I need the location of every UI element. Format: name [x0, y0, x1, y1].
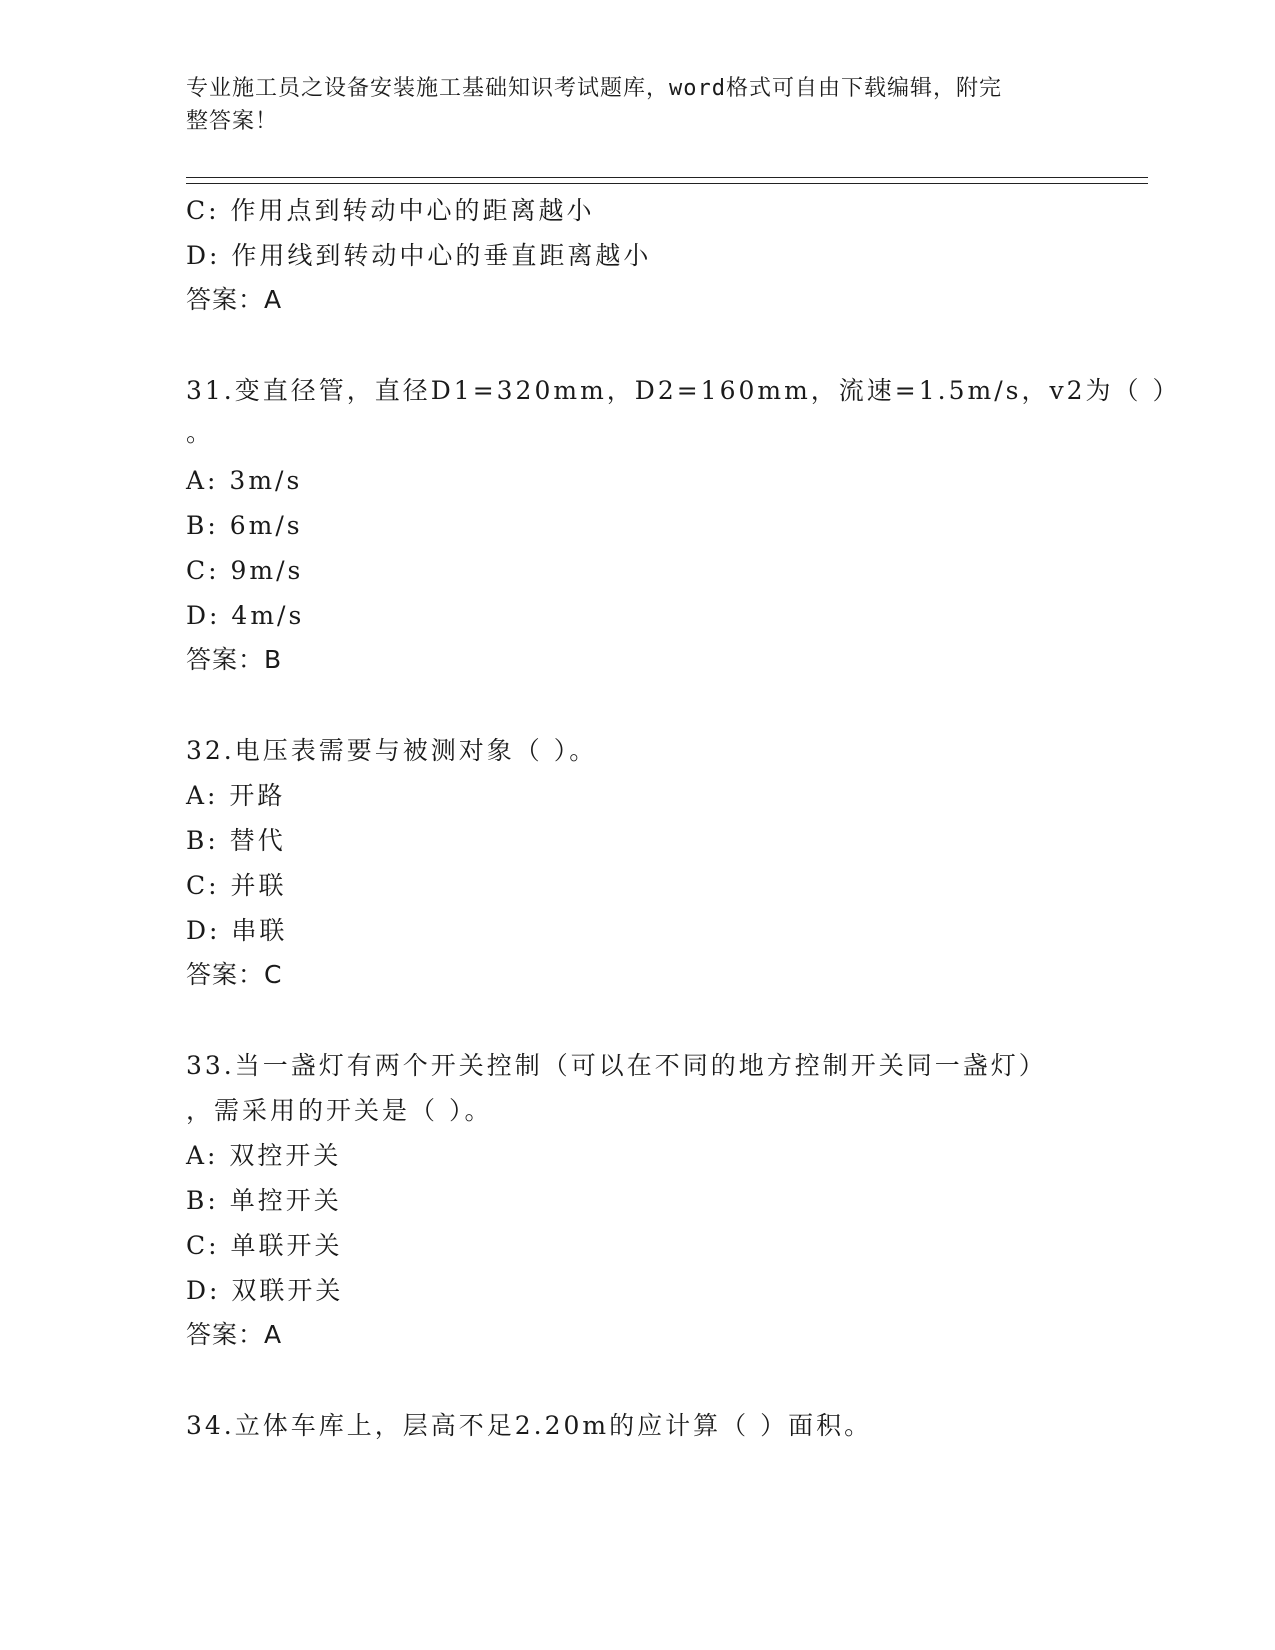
q33-answer: 答案：A — [186, 1320, 283, 1349]
q32-option-c: C: 并联 — [186, 871, 287, 900]
q31-answer: 答案：B — [186, 645, 283, 674]
document-header — [186, 72, 1066, 138]
q31-option-d: D: 4m/s — [186, 601, 305, 630]
q32-option-b: B: 替代 — [186, 826, 286, 855]
header-rule-top — [186, 177, 1148, 178]
q31-stem-line-2: 。 — [186, 418, 215, 447]
q33-option-a: A: 双控开关 — [186, 1141, 342, 1170]
q30-answer: 答案：A — [186, 285, 283, 314]
q32-option-d: D: 串联 — [186, 916, 288, 945]
header-rule-bottom — [186, 183, 1148, 184]
q33-option-b: B: 单控开关 — [186, 1186, 342, 1215]
q32-answer: 答案：C — [186, 960, 283, 989]
q33-option-d: D: 双联开关 — [186, 1276, 344, 1305]
q30-option-c: C: 作用点到转动中心的距离越小 — [186, 196, 595, 225]
q31-option-a: A: 3m/s — [186, 466, 303, 495]
q31-stem-line-1: 31.变直径管，直径D1=320mm，D2=160mm，流速=1.5m/s，v2为（ ） — [186, 376, 1181, 405]
q31-option-b: B: 6m/s — [186, 511, 303, 540]
q32-option-a: A: 开路 — [186, 781, 286, 810]
q33-option-c: C: 单联开关 — [186, 1231, 343, 1260]
q30-option-d: D: 作用线到转动中心的垂直距离越小 — [186, 241, 652, 270]
q31-option-c: C: 9m/s — [186, 556, 304, 585]
q33-stem-line-1: 33.当一盏灯有两个开关控制（可以在不同的地方控制开关同一盏灯） — [186, 1051, 1047, 1080]
header-line-2: 整答案！ — [186, 109, 279, 134]
q32-stem-line-1: 32.电压表需要与被测对象（ ）。 — [186, 736, 598, 765]
header-line-1: 专业施工员之设备安装施工基础知识考试题库，word格式可自由下载编辑，附完 — [186, 76, 1002, 101]
q34-stem-line-1: 34.立体车库上，层高不足2.20m的应计算（ ）面积。 — [186, 1411, 873, 1440]
q33-stem-line-2: ，需采用的开关是（ ）。 — [186, 1096, 493, 1125]
